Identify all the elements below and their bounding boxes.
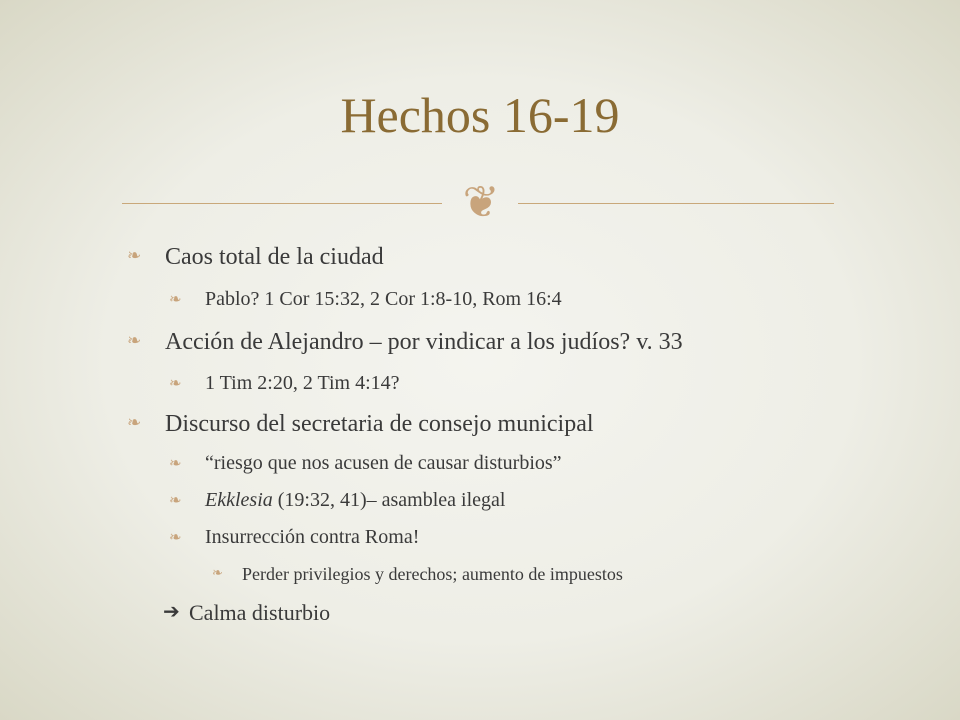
bullet-text: (19:32, 41)– asamblea ilegal <box>272 489 506 511</box>
sub-sub-bullet-item <box>212 564 623 585</box>
swirl-bullet-icon: ❧ <box>169 374 182 392</box>
bullet-text: Pablo? 1 Cor 15:32, 2 Cor 1:8-10, Rom 16:4 <box>205 288 562 310</box>
swirl-bullet-icon: ❧ <box>212 566 223 581</box>
swirl-bullet-icon: ❧ <box>169 528 182 546</box>
swirl-bullet-icon: ❧ <box>127 246 142 266</box>
bullet-text: Perder privilegios y derechos; aumento de impuestos <box>242 564 623 584</box>
arrow-item-text: Calma disturbio <box>189 600 331 625</box>
title-divider-right <box>518 203 834 204</box>
bullet-text: Insurrección contra Roma! <box>205 526 420 548</box>
sub-bullet-item <box>169 452 562 475</box>
bullet-item <box>127 329 683 356</box>
title-divider-left <box>122 203 442 204</box>
bullet-italic-term: Ekklesia <box>205 489 273 511</box>
swirl-bullet-icon: ❧ <box>127 331 142 351</box>
swirl-bullet-icon: ❧ <box>127 413 142 433</box>
swirl-bullet-icon: ❧ <box>169 454 182 472</box>
swirl-bullet-icon: ❧ <box>169 491 182 509</box>
bullet-text: Caos total de la ciudad <box>165 244 384 270</box>
bullet-item <box>127 411 594 438</box>
arrow-item <box>165 600 330 626</box>
sub-bullet-item <box>169 526 420 549</box>
sub-bullet-item <box>169 489 506 512</box>
ornamental-swirl-icon: ❦ <box>462 177 500 228</box>
bullet-item <box>127 244 384 271</box>
sub-bullet-item <box>169 372 400 395</box>
swirl-bullet-icon: ❧ <box>169 290 182 308</box>
bullet-text: Discurso del secretaria de consejo municipal <box>165 411 594 437</box>
sub-bullet-item <box>169 288 562 311</box>
bullet-text: Acción de Alejandro – por vindicar a los judíos? v. 33 <box>165 329 683 355</box>
slide-title: Hechos 16-19 <box>340 87 620 143</box>
bullet-text: “riesgo que nos acusen de causar disturbios” <box>205 452 562 474</box>
bullet-text: 1 Tim 2:20, 2 Tim 4:14? <box>205 372 400 394</box>
arrow-right-icon: ➔ <box>163 599 180 623</box>
